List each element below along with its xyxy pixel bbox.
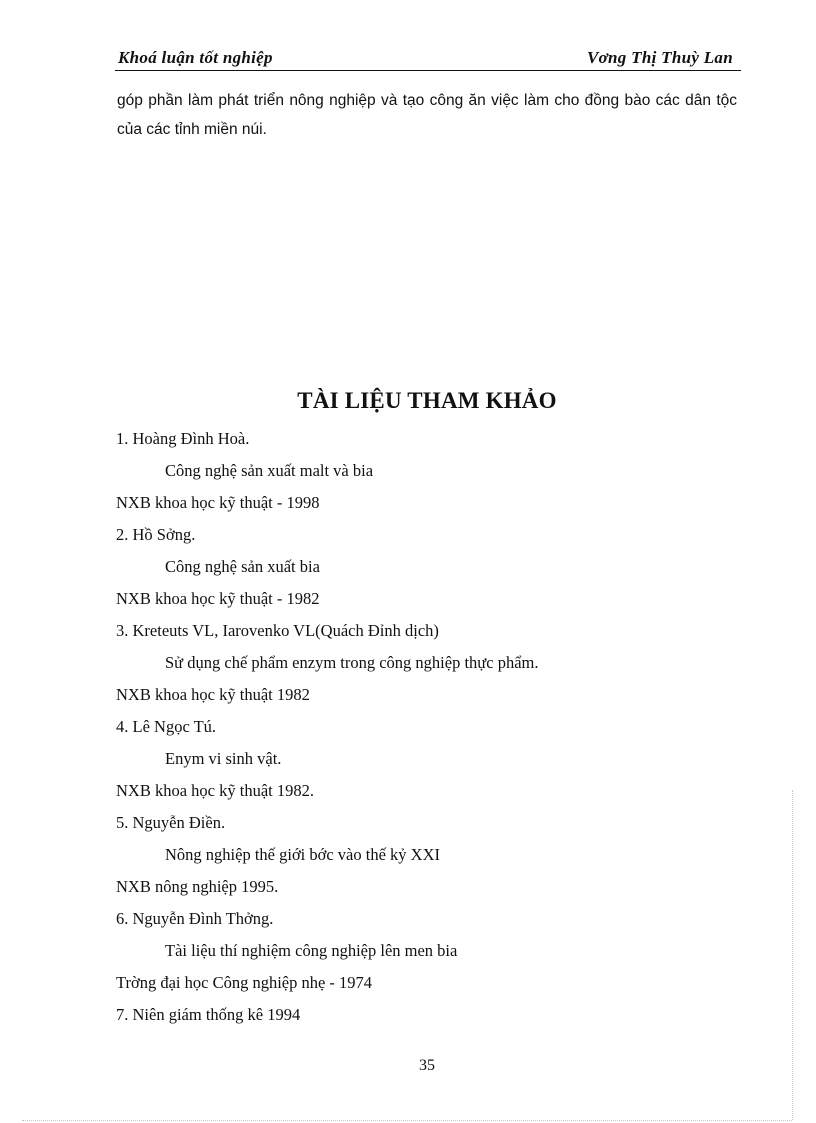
reference-work-title: Công nghệ sản xuất malt và bia: [165, 461, 374, 480]
header-thesis-title: Khoá luận tốt nghiệp: [118, 48, 273, 67]
reference-author-line: 3. Kreteuts VL, Iarovenko VL(Quách Đỉnh dịch): [116, 621, 439, 640]
page-number: 35: [419, 1057, 435, 1074]
reference-publisher-line: NXB khoa học kỹ thuật 1982.: [116, 781, 314, 800]
reference-author-line: 1. Hoàng Đình Hoà.: [116, 429, 250, 448]
page-right-border: [792, 790, 793, 1120]
references-heading: TÀI LIỆU THAM KHẢO: [297, 388, 557, 413]
reference-work-title: Công nghệ sản xuất bia: [165, 557, 320, 576]
header-author-name: Vơng Thị Thuỳ Lan: [586, 48, 733, 67]
intro-paragraph: góp phần làm phát triển nông nghiệp và tạo công ăn việc làm cho đồng bào các dân tộc của các tỉnh miền núi.: [117, 92, 737, 138]
reference-work-title: Nông nghiệp thế giới bớc vào thế kỷ XXI: [165, 845, 440, 864]
page-header: [115, 46, 741, 71]
reference-publisher-line: NXB khoa học kỹ thuật - 1982: [116, 589, 320, 608]
reference-author-line: 4. Lê Ngọc Tú.: [116, 717, 217, 736]
reference-publisher-line: NXB khoa học kỹ thuật 1982: [116, 685, 310, 704]
reference-author-line: 6. Nguyễn Đình Thởng.: [116, 909, 274, 928]
reference-author-line: 5. Nguyễn Điền.: [116, 813, 226, 832]
reference-publisher-line: NXB nông nghiệp 1995.: [116, 877, 279, 896]
reference-author-line: 2. Hồ Sởng.: [116, 525, 196, 544]
reference-publisher-line: Trờng đại học Công nghiệp nhẹ - 1974: [116, 973, 373, 992]
reference-author-line: 7. Niên giám thống kê 1994: [116, 1005, 301, 1024]
reference-publisher-line: NXB khoa học kỹ thuật - 1998: [116, 493, 320, 512]
page-bottom-border: [22, 1120, 792, 1121]
reference-work-title: Enym vi sinh vật.: [165, 749, 282, 768]
reference-work-title: Tài liệu thí nghiệm công nghiệp lên men bia: [165, 941, 458, 960]
reference-work-title: Sử dụng chế phẩm enzym trong công nghiệp thực phẩm.: [165, 653, 539, 672]
